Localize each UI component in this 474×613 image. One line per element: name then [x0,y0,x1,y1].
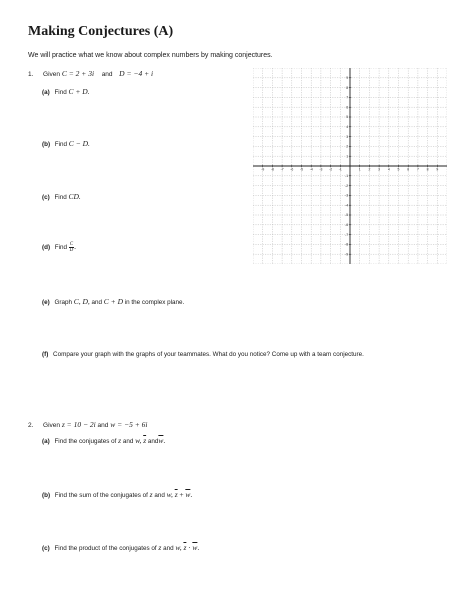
part-text-2: and [154,492,165,499]
part-math-2: w, [166,490,173,499]
page-title: Making Conjectures (A) [28,24,174,39]
part-math-1: C, D, [73,297,90,306]
conjugate-z: $\overline{z}$ [174,490,178,499]
part-text-2: and [122,438,134,445]
conjugate-w: $\overline{w}$ [192,543,198,552]
problem-1e [42,297,184,306]
problem-1c [42,192,81,201]
y-tick-label: 5 [346,115,349,120]
y-tick-label: 3 [346,134,349,139]
conjugate-z: $\overline{z}$ [183,543,187,552]
problem-1-given-word: Given [43,71,61,78]
x-tick-label: -1 [338,167,342,172]
part-text-3: in the complex plane. [124,299,185,306]
x-tick-label: -2 [329,167,333,172]
part-math: C − D. [68,139,90,148]
y-tick-label: -9 [345,252,349,257]
y-tick-label: -6 [345,223,349,227]
y-tick-label: 4 [346,125,349,129]
part-text-3: and [147,438,159,445]
y-tick-label: -8 [345,242,349,247]
part-label: (d) [42,244,51,252]
part-math-1: z [118,436,122,445]
x-tick-label: 6 [407,167,410,172]
x-tick-label: 4 [387,167,390,172]
part-text: Find [54,244,68,252]
y-tick-label: -4 [345,203,349,208]
part-math: C + D. [68,87,90,96]
part-text: Find [54,141,68,148]
part-end: . [74,242,77,252]
part-label: (e) [42,299,50,306]
part-end: . [190,490,193,499]
part-text-2: and [91,299,103,306]
part-label: (f) [42,351,49,358]
problem-1f [42,351,364,358]
problem-1-header [28,69,153,78]
complex-plane-grid [253,68,447,264]
part-label: (b) [42,492,51,499]
fraction-numerator: C [69,242,74,247]
part-text: Compare your graph with the graphs of your teammates. What do you notice? Come up with a team conjecture. [53,351,364,358]
conjugate-z: $\overline{z}$ [143,436,147,445]
problem-1-number: 1. [28,71,34,78]
part-label: (c) [42,545,50,552]
x-tick-label: 2 [368,167,371,172]
problem-2c [42,543,199,552]
x-tick-label: -3 [319,167,323,172]
conjugate-w: $\overline{w}$ [185,490,191,499]
conjugate-w: $\overline{w}$ [158,436,164,445]
part-math-2: C + D [103,297,124,306]
y-tick-label: -1 [345,174,349,178]
y-tick-label: 6 [346,105,349,110]
x-tick-label: -7 [280,167,284,172]
problem-1-given-C: C = 2 + 3i [61,69,95,78]
x-tick-label: 5 [397,167,400,172]
problem-2-number: 2. [28,422,34,429]
y-tick-label: 8 [346,85,349,90]
part-text: Find [54,89,67,96]
part-math-2: w, [135,436,142,445]
part-text: Find [54,194,67,201]
fraction-denominator: D [69,248,74,253]
problem-2-given-word: Given [43,422,61,429]
x-tick-label: 9 [436,167,439,172]
part-math: CD. [68,192,81,201]
y-tick-label: -7 [345,232,349,237]
y-tick-label: 1 [346,154,349,159]
x-tick-label: -5 [299,167,304,172]
problem-2-given-w: w = −5 + 6i [110,420,148,429]
part-text-1: Graph [54,299,72,306]
part-math-1: z [158,543,162,552]
problem-1-given-D: D = −4 + i [119,69,154,78]
operator-plus: + [179,490,184,499]
problem-1-and: and [101,71,113,78]
x-tick-label: -9 [261,167,265,172]
part-text-1: Find the product of the conjugates of [54,545,157,552]
x-tick-label: 3 [378,167,381,172]
problem-2-header [28,420,147,429]
part-math-2: w, [175,543,182,552]
operator-dot: · [188,543,191,552]
problem-2-given-z: z = 10 − 2i [61,420,96,429]
part-end: . [163,436,166,445]
part-text-1: Find the sum of the conjugates of [54,492,148,499]
part-label: (a) [42,438,50,445]
problem-1b [42,139,90,148]
intro-text: We will practice what we know about complex numbers by making conjectures. [28,52,273,59]
x-tick-label: -4 [309,167,313,172]
problem-1a [42,87,90,96]
part-math-1: z [149,490,153,499]
y-tick-label: -3 [345,193,349,198]
part-text-1: Find the conjugates of [54,438,117,445]
part-label: (b) [42,141,51,148]
x-tick-label: 1 [358,167,361,172]
x-tick-label: -6 [290,167,294,172]
problem-2b [42,490,192,499]
part-end: . [197,543,200,552]
x-tick-label: -8 [270,167,274,172]
y-tick-label: 9 [346,76,349,80]
part-text-2: and [163,545,174,552]
problem-2-and: and [97,422,109,429]
problem-1d [42,242,76,253]
part-label: (a) [42,89,50,96]
part-label: (c) [42,194,50,201]
x-tick-label: 8 [426,167,429,172]
x-tick-label: 7 [416,167,419,172]
y-tick-label: -2 [345,183,349,188]
y-tick-label: 7 [346,95,349,100]
y-tick-label: -5 [345,213,349,218]
problem-2a [42,436,165,445]
y-tick-label: 2 [346,144,349,149]
